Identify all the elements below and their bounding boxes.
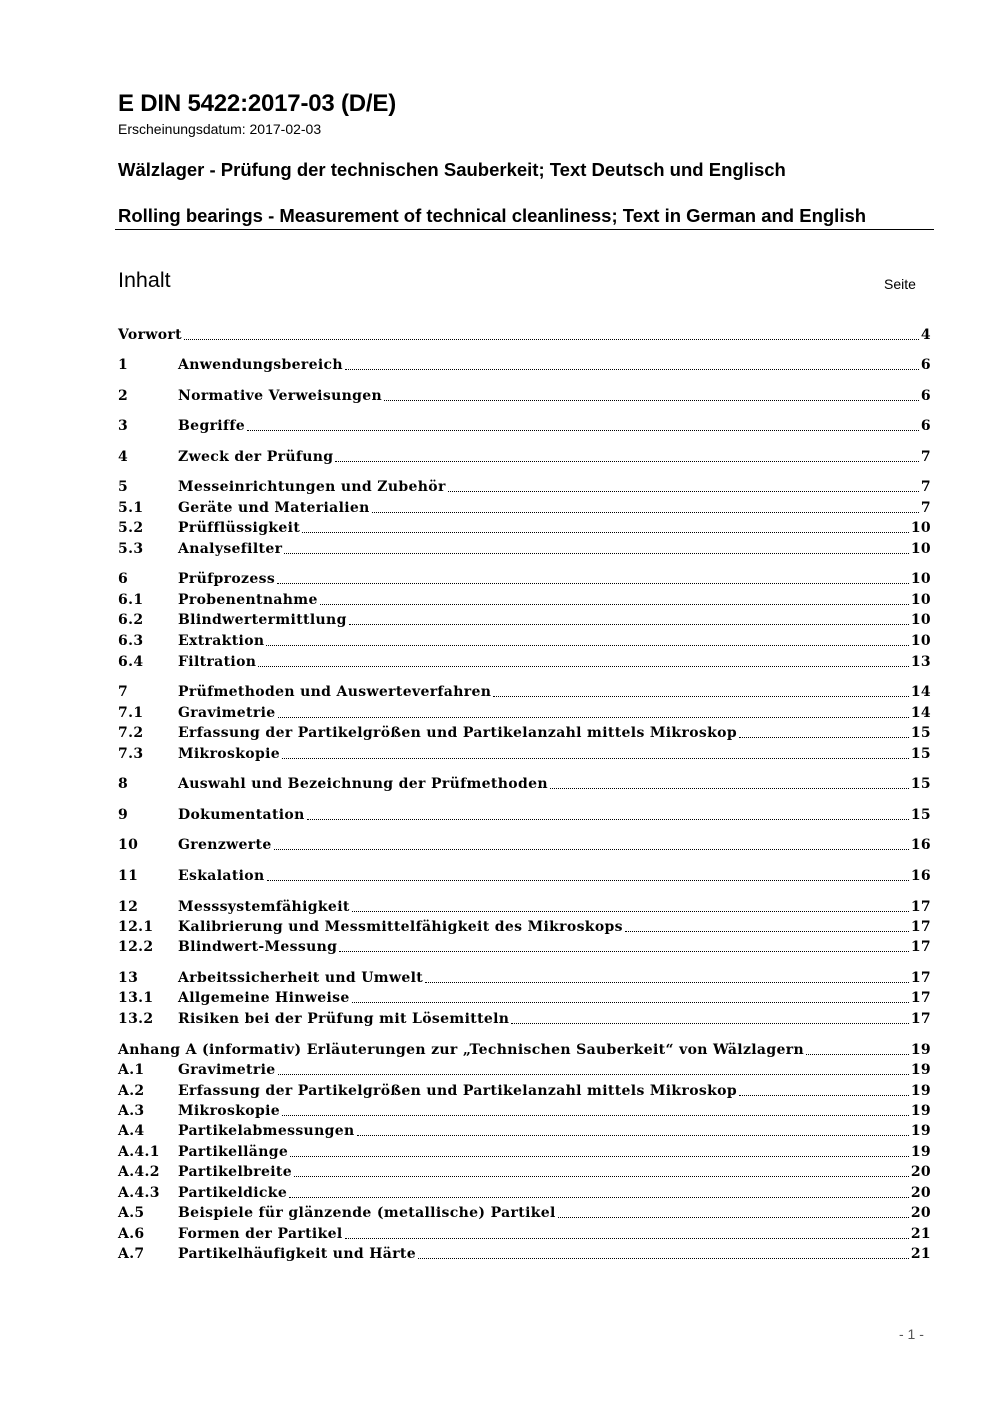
toc-entry-number: A.2 — [118, 1083, 145, 1099]
toc-dot-leader — [511, 1022, 908, 1024]
toc-entry-title: Blindwertermittlung — [178, 612, 347, 628]
toc-entry-page: 7 — [920, 500, 931, 516]
toc-entry[interactable] — [118, 805, 931, 825]
toc-entry-page: 21 — [910, 1246, 931, 1262]
toc-entry-page: 17 — [910, 990, 931, 1006]
toc-entry-page: 17 — [910, 899, 931, 915]
toc-entry-page: 16 — [910, 868, 931, 884]
toc-entry[interactable] — [118, 610, 931, 630]
toc-dot-leader — [384, 399, 919, 401]
toc-entry[interactable] — [118, 866, 931, 886]
toc-entry-page: 19 — [910, 1083, 931, 1099]
toc-entry[interactable] — [118, 917, 931, 937]
publication-date: Erscheinungsdatum: 2017-02-03 — [118, 121, 322, 137]
toc-dot-leader — [739, 736, 909, 738]
toc-dot-leader — [247, 429, 919, 431]
toc-entry-number: A.4.1 — [118, 1144, 160, 1160]
toc-entry-title: Blindwert-Messung — [178, 939, 338, 955]
toc-entry-title: Beispiele für glänzende (metallische) Partikel — [178, 1205, 556, 1221]
toc-entry-page: 17 — [910, 919, 931, 935]
toc-entry-title: Anhang A (informativ) Erläuterungen zur „Technischen Sauberkeit“ von Wälzlagern — [118, 1042, 805, 1058]
toc-dot-leader — [335, 460, 918, 462]
toc-entry-title: Gravimetrie — [178, 705, 276, 721]
toc-dot-leader — [282, 757, 909, 759]
toc-entry-page: 6 — [920, 418, 931, 434]
toc-entry[interactable] — [118, 416, 931, 436]
toc-entry[interactable] — [118, 1040, 931, 1060]
toc-entry[interactable] — [118, 325, 931, 345]
toc-entry-number: 6.4 — [118, 654, 144, 670]
toc-entry-title: Prüfprozess — [178, 571, 276, 587]
toc-entry-number: 13 — [118, 970, 139, 986]
toc-dot-leader — [290, 1155, 909, 1157]
toc-entry-title: Partikelbreite — [178, 1164, 292, 1180]
toc-dot-leader — [278, 716, 909, 718]
toc-entry-number: 13.2 — [118, 1011, 154, 1027]
toc-entry-title: Normative Verweisungen — [178, 388, 383, 404]
toc-entry[interactable] — [118, 498, 931, 518]
toc-entry-number: 6 — [118, 571, 129, 587]
toc-dot-leader — [266, 644, 908, 646]
toc-entry-page: 7 — [920, 449, 931, 465]
toc-entry-page: 21 — [910, 1226, 931, 1242]
toc-entry-number: A.6 — [118, 1226, 145, 1242]
toc-entry-number: A.3 — [118, 1103, 145, 1119]
toc-entry-page: 10 — [910, 633, 931, 649]
toc-entry-page: 19 — [910, 1042, 931, 1058]
toc-entry[interactable] — [118, 539, 931, 559]
toc-entry-number: 13.1 — [118, 990, 154, 1006]
toc-dot-leader — [345, 368, 919, 370]
toc-entry[interactable] — [118, 1121, 931, 1141]
toc-dot-leader — [339, 950, 908, 952]
toc-entry-title: Erfassung der Partikelgrößen und Partikelanzahl mittels Mikroskop — [178, 725, 737, 741]
toc-dot-leader — [418, 1257, 909, 1259]
toc-entry-title: Anwendungsbereich — [178, 357, 343, 373]
toc-entry[interactable] — [118, 1183, 931, 1203]
toc-entry-page: 7 — [920, 479, 931, 495]
toc-entry-title: Filtration — [178, 654, 257, 670]
toc-entry-number: 6.1 — [118, 592, 144, 608]
toc-entry-page: 15 — [910, 807, 931, 823]
toc-entry[interactable] — [118, 1009, 931, 1029]
toc-dot-leader — [307, 818, 909, 820]
toc-entry-title: Messeinrichtungen und Zubehör — [178, 479, 446, 495]
toc-entry-title: Mikroskopie — [178, 746, 281, 762]
toc-dot-leader — [550, 787, 909, 789]
toc-entry[interactable] — [118, 590, 931, 610]
toc-entry-title: Partikelhäufigkeit und Härte — [178, 1246, 417, 1262]
toc-entry-number: 12.1 — [118, 919, 154, 935]
toc-entry-number: 9 — [118, 807, 129, 823]
toc-dot-leader — [349, 623, 909, 625]
toc-entry-page: 6 — [920, 357, 931, 373]
toc-entry-page: 17 — [910, 939, 931, 955]
toc-entry[interactable] — [118, 447, 931, 467]
toc-entry-number: 7.3 — [118, 746, 144, 762]
toc-entry-title: Mikroskopie — [178, 1103, 281, 1119]
toc-entry-page: 15 — [910, 746, 931, 762]
toc-entry-page: 6 — [920, 388, 931, 404]
toc-entry-page: 14 — [910, 684, 931, 700]
toc-entry[interactable] — [118, 355, 931, 375]
toc-dot-leader — [625, 930, 909, 932]
toc-entry[interactable] — [118, 386, 931, 406]
toc-dot-leader — [258, 665, 909, 667]
toc-entry[interactable] — [118, 682, 931, 702]
toc-entry-number: 7.2 — [118, 725, 144, 741]
toc-entry[interactable] — [118, 1203, 931, 1223]
toc-entry-title: Eskalation — [178, 868, 265, 884]
toc-entry-number: 10 — [118, 837, 139, 853]
toc-entry[interactable] — [118, 1142, 931, 1162]
toc-entry[interactable] — [118, 774, 931, 794]
toc-entry-title: Extraktion — [178, 633, 265, 649]
toc-entry[interactable] — [118, 652, 931, 672]
toc-entry-number: 6.2 — [118, 612, 144, 628]
toc-dot-leader — [289, 1196, 909, 1198]
toc-dot-leader — [739, 1094, 909, 1096]
toc-entry-page: 20 — [910, 1164, 931, 1180]
toc-entry[interactable] — [118, 937, 931, 957]
toc-entry-page: 19 — [910, 1062, 931, 1078]
toc-entry[interactable] — [118, 835, 931, 855]
title-english: Rolling bearings - Measurement of technical cleanliness; Text in German and English — [118, 205, 867, 226]
toc-entry-page: 4 — [920, 327, 931, 343]
page-column-label: Seite — [884, 276, 916, 292]
toc-entry-number: A.7 — [118, 1246, 145, 1262]
toc-entry[interactable] — [118, 988, 931, 1008]
toc-entry-page: 10 — [910, 612, 931, 628]
toc-entry-page: 15 — [910, 776, 931, 792]
toc-entry[interactable] — [118, 1224, 931, 1244]
toc-entry[interactable] — [118, 744, 931, 764]
toc-dot-leader — [294, 1175, 909, 1177]
toc-entry-number: 7.1 — [118, 705, 144, 721]
toc-entry-page: 19 — [910, 1103, 931, 1119]
toc-entry[interactable] — [118, 968, 931, 988]
toc-entry-number: A.5 — [118, 1205, 145, 1221]
toc-entry-title: Vorwort — [118, 327, 182, 343]
toc-entry-number: 12 — [118, 899, 139, 915]
toc-entry-number: 8 — [118, 776, 129, 792]
toc-entry-number: A.4.3 — [118, 1185, 160, 1201]
toc-dot-leader — [352, 1001, 909, 1003]
toc-entry-title: Partikeldicke — [178, 1185, 288, 1201]
toc-entry-title: Partikellänge — [178, 1144, 289, 1160]
toc-entry-page: 10 — [910, 541, 931, 557]
toc-entry-title: Probenentnahme — [178, 592, 318, 608]
toc-entry-number: 5.2 — [118, 520, 144, 536]
toc-entry-page: 19 — [910, 1123, 931, 1139]
toc-entry-title: Risiken bei der Prüfung mit Lösemitteln — [178, 1011, 510, 1027]
toc-dot-leader — [282, 1114, 909, 1116]
toc-entry-number: 1 — [118, 357, 129, 373]
toc-entry-number: A.4 — [118, 1123, 145, 1139]
toc-dot-leader — [278, 1073, 909, 1075]
toc-entry-page: 17 — [910, 970, 931, 986]
toc-entry-page: 15 — [910, 725, 931, 741]
toc-entry-title: Zweck der Prüfung — [178, 449, 334, 465]
toc-entry[interactable] — [118, 897, 931, 917]
title-german: Wälzlager - Prüfung der technischen Sauberkeit; Text Deutsch und Englisch — [118, 159, 786, 180]
toc-entry-number: 2 — [118, 388, 129, 404]
toc-entry-title: Kalibrierung und Messmittelfähigkeit des Mikroskops — [178, 919, 623, 935]
document-number: E DIN 5422:2017-03 (D/E) — [118, 90, 396, 117]
toc-dot-leader — [448, 490, 919, 492]
toc-entry[interactable] — [118, 569, 931, 589]
toc-entry-page: 20 — [910, 1185, 931, 1201]
contents-heading: Inhalt — [118, 268, 171, 292]
toc-entry[interactable] — [118, 703, 931, 723]
toc-entry-title: Arbeitssicherheit und Umwelt — [178, 970, 424, 986]
toc-entry-number: 5 — [118, 479, 129, 495]
toc-entry-title: Messsystemfähigkeit — [178, 899, 350, 915]
toc-dot-leader — [372, 511, 919, 513]
toc-dot-leader — [274, 848, 909, 850]
toc-entry-number: 12.2 — [118, 939, 154, 955]
toc-entry[interactable] — [118, 1162, 931, 1182]
toc-entry[interactable] — [118, 477, 931, 497]
toc-entry-title: Prüfflüssigkeit — [178, 520, 301, 536]
toc-entry-number: 4 — [118, 449, 129, 465]
toc-entry[interactable] — [118, 518, 931, 538]
toc-entry-title: Begriffe — [178, 418, 245, 434]
toc-dot-leader — [352, 910, 909, 912]
toc-entry-title: Analysefilter — [178, 541, 283, 557]
toc-entry-page: 13 — [910, 654, 931, 670]
toc-dot-leader — [345, 1237, 909, 1239]
toc-dot-leader — [425, 981, 909, 983]
toc-entry[interactable] — [118, 1060, 931, 1080]
toc-entry-title: Grenzwerte — [178, 837, 272, 853]
toc-dot-leader — [277, 582, 909, 584]
toc-entry-number: A.4.2 — [118, 1164, 160, 1180]
toc-entry-title: Allgemeine Hinweise — [178, 990, 350, 1006]
toc-entry[interactable] — [118, 1101, 931, 1121]
toc-entry-page: 10 — [910, 520, 931, 536]
toc-dot-leader — [493, 695, 909, 697]
toc-entry[interactable] — [118, 723, 931, 743]
toc-entry-number: 7 — [118, 684, 129, 700]
toc-entry-title: Prüfmethoden und Auswerteverfahren — [178, 684, 492, 700]
toc-entry-number: 3 — [118, 418, 129, 434]
toc-entry-page: 19 — [910, 1144, 931, 1160]
toc-entry[interactable] — [118, 1081, 931, 1101]
toc-entry-page: 20 — [910, 1205, 931, 1221]
toc-dot-leader — [357, 1134, 909, 1136]
toc-dot-leader — [267, 879, 909, 881]
toc-dot-leader — [806, 1053, 909, 1055]
toc-entry-title: Auswahl und Bezeichnung der Prüfmethoden — [178, 776, 548, 792]
toc-entry-page: 17 — [910, 1011, 931, 1027]
toc-entry-title: Formen der Partikel — [178, 1226, 343, 1242]
toc-entry-number: 11 — [118, 868, 139, 884]
toc-entry-page: 16 — [910, 837, 931, 853]
toc-entry-title: Dokumentation — [178, 807, 305, 823]
toc-dot-leader — [184, 338, 919, 340]
toc-entry[interactable] — [118, 631, 931, 651]
toc-entry-number: 6.3 — [118, 633, 144, 649]
toc-entry-number: A.1 — [118, 1062, 145, 1078]
toc-entry-title: Erfassung der Partikelgrößen und Partikelanzahl mittels Mikroskop — [178, 1083, 737, 1099]
toc-dot-leader — [320, 603, 909, 605]
toc-entry-page: 10 — [910, 571, 931, 587]
page-number: - 1 - — [899, 1326, 924, 1342]
toc-entry-number: 5.1 — [118, 500, 144, 516]
toc-entry-title: Gravimetrie — [178, 1062, 276, 1078]
toc-entry[interactable] — [118, 1244, 931, 1264]
toc-entry-title: Geräte und Materialien — [178, 500, 370, 516]
toc-entry-title: Partikelabmessungen — [178, 1123, 355, 1139]
toc-dot-leader — [558, 1216, 909, 1218]
toc-dot-leader — [284, 552, 908, 554]
toc-entry-number: 5.3 — [118, 541, 144, 557]
toc-entry-page: 10 — [910, 592, 931, 608]
toc-entry-page: 14 — [910, 705, 931, 721]
toc-dot-leader — [302, 531, 909, 533]
title-divider — [115, 229, 934, 230]
